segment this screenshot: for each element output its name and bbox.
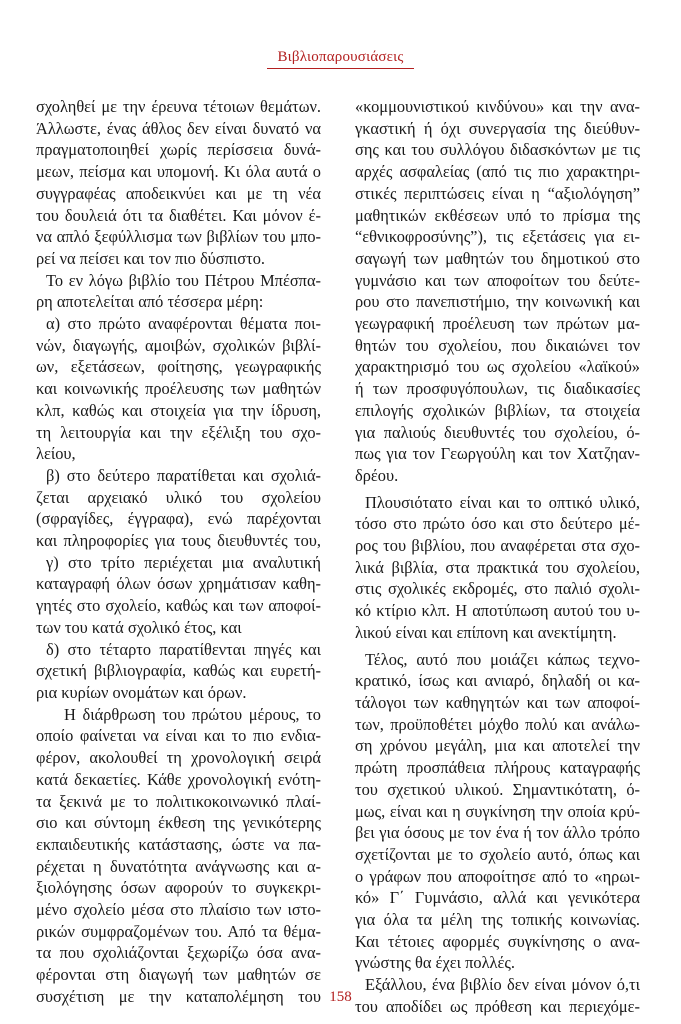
text-line: γητές στο σχολείο, καθώς και των αποφοί- <box>36 596 321 616</box>
text-line: κό» Γ΄ Γυμνάσιο, αλλά και γενικότερα <box>355 888 640 908</box>
text-line: Τέλος, αυτό που μοιάζει κάπως τεχνο- <box>365 649 640 669</box>
text-line: τάλογοι των καθηγητών και των αποφοί- <box>355 692 640 712</box>
text-line: μεων, πείσμα και υπομονή. Κι όλα αυτά ο <box>36 162 321 182</box>
page-number: 158 <box>329 989 352 1005</box>
text-line: βει για όσους με τον ένα ή τον άλλο τρόπο <box>355 823 640 843</box>
text-line: πραγματοποιηθεί χωρίς περίσσεια δυνά- <box>36 140 321 160</box>
text-line: γνώστης θα έχει πολλές. <box>355 953 515 973</box>
text-line: γυμνάσιο και των αποφοίτων του δεύτε- <box>355 270 640 290</box>
running-header <box>0 48 681 69</box>
text-line: σχοληθεί με την έρευνα τέτοιων θεμάτων. <box>36 97 321 116</box>
text-line: στικές περιπτώσεις είναι η “αξιολόγηση” <box>355 183 640 203</box>
text-line: γ) στο τρίτο περιέχεται μια αναλυτική <box>46 552 321 572</box>
text-line: λικά βιβλία, στα πρακτικά του σχολείου, <box>355 557 640 577</box>
text-line: φέρονται στη διαγωγή των μαθητών σε <box>36 965 321 985</box>
text-line: αρχές ασφαλείας (από τις πιο χαρακτηρι- <box>355 162 640 182</box>
text-line: ρος του βιβλίου, που αναφέρεται στα σχο- <box>355 536 640 556</box>
text-line: κλπ, καθώς και στοιχεία για την ίδρυση, <box>36 400 321 420</box>
text-line: του σχετικού υλικού. Σημαντικότατη, ό- <box>355 779 640 799</box>
text-line: νών, διαγωγής, αμοιβών, σχολικών βιβλί- <box>36 335 321 355</box>
text-line: φέρον, ακολουθεί τη χρονολογική σειρά <box>36 748 321 768</box>
left-column <box>36 96 321 1008</box>
text-line: ζεται αρχειακό υλικό του σχολείου <box>36 487 321 507</box>
text-line: χαρακτηρισμό του ως σχολείου «λαϊκού» <box>355 357 640 377</box>
text-line: θητών του σχολείου, που δικαιώνει τον <box>355 335 640 355</box>
text-line: συσχέτιση με την καταπολέμηση του <box>36 986 321 1006</box>
text-line: σχετίζονται με το σχολείο αυτό, όπως και <box>355 844 640 864</box>
text-line: συγγραφέας αποδεικνύει και με τη νέα <box>36 183 321 203</box>
right-column <box>355 96 640 1018</box>
text-line: λικού είναι και επίπονη και ανεκτίμητη. <box>355 622 617 642</box>
text-line: τα που σχολιάζονται ξεχωρίζω όσα ανα- <box>36 943 321 963</box>
text-line: ο γράφων που αποφοίτησε από το «ηρωι- <box>355 866 640 886</box>
text-line: στις σχολικές εκδρομές, στο παλιό σχολι- <box>355 579 640 599</box>
text-line: τα ξεκινά με το πολιτικοκοινωνικό πλαί- <box>36 791 321 811</box>
text-line: τόσο στο πρώτο όσο και στο δεύτερο μέ- <box>355 514 640 534</box>
text-line: κό κτίριο κλπ. Η αποτύπωση αυτού του υ- <box>355 601 640 621</box>
text-line: δ) στο τέταρτο παρατίθενται πηγές και <box>46 639 321 659</box>
text-line: γεωγραφική προέλευση των πρώτων μα- <box>355 314 640 334</box>
text-line: πως για τον Γεωργούλη και τον Χατζηαν- <box>355 444 640 464</box>
text-line: «κομμουνιστικού κινδύνου» και την ανα- <box>355 97 640 116</box>
text-line: ξιολόγησης όσων αφορούν το συγκεκρι- <box>36 878 321 898</box>
text-line: και πληροφορίες για τους διευθυντές του, <box>36 531 321 551</box>
section-title: Βιβλιοπαρουσιάσεις <box>267 49 413 69</box>
text-line: και κοινωνικής προέλευσης των μαθητών <box>36 379 321 399</box>
text-line: των, προϋποθέτει μόχθο πολύ και ανάλω- <box>355 714 640 734</box>
text-line: ρεί να πείσει και τον πιο δύσπιστο. <box>36 248 266 268</box>
text-line: ρου στο πανεπιστήμιο, την κοινωνική και <box>355 292 640 312</box>
text-line: μως, είναι και η συγκίνηση την οποία κρύ- <box>355 801 640 821</box>
text-line: μένο σχολείο μέσα στο πλαίσιο των ιστο- <box>36 900 321 920</box>
text-line: (σφραγίδες, έγγραφα), ενώ παρέχονται <box>36 509 321 529</box>
text-line: σιο και σύντομη έκθεση της γενικότερης <box>36 813 321 833</box>
text-line: Εξάλλου, ένα βιβλίο δεν είναι μόνον ό,τι <box>365 975 640 995</box>
text-line: γκαστική ή όχι συνεργασία της διεύθυν- <box>355 118 640 138</box>
text-line: ση χρόνου μεγάλη, μια και αποτελεί την <box>355 736 640 756</box>
text-line: Και τέτοιες αφορμές συγκίνησης ο ανα- <box>355 931 640 951</box>
text-line: ή των προσφυγόπουλων, τις διαδικασίες <box>355 379 640 399</box>
text-line: του αποδίδει ως πρόθεση και περιεχόμε- <box>355 996 640 1016</box>
text-line: α) στο πρώτο αναφέρονται θέματα ποι- <box>46 314 321 334</box>
text-line: λείου, <box>36 444 76 464</box>
text-line: του δουλειά ότι τα διαθέτει. Και μόνον έ- <box>36 205 321 225</box>
text-line: κρατικό, ίσως και ανιαρό, δηλαδή οι κα- <box>355 671 640 691</box>
text-line: ρέχεται η δυνατότητα ανάγνωσης και α- <box>36 856 321 876</box>
text-line: να απλό ξεφύλλισμα των βιβλίων του μπο- <box>36 227 321 247</box>
text-line: επιλογής σχολικών βιβλίων, τα στοιχεία <box>355 400 640 420</box>
text-line: “εθνικοφροσύνης”), τις εξετάσεις για ει- <box>355 227 640 247</box>
text-line: ρη αποτελείται από τέσσερα μέρη: <box>36 292 264 312</box>
text-line: σχετική βιβλιογραφία, καθώς και ευρετή- <box>36 661 321 681</box>
text-line: για όλα τα μέλη της τοπικής κοινωνίας. <box>355 910 640 930</box>
text-line: καταγραφή όλων όσων χρημάτισαν καθη- <box>36 574 321 594</box>
text-line: β) στο δεύτερο παρατίθεται και σχολιά- <box>46 465 321 485</box>
text-line: Πλουσιότατο είναι και το οπτικό υλικό, <box>365 492 640 512</box>
text-line: Η διάρθρωση του πρώτου μέρους, το <box>64 704 321 724</box>
text-line: εκπαιδευτικής κατάστασης, ώστε να πα- <box>36 834 321 854</box>
text-line: σαγωγή των μαθητών του δημοτικού στο <box>355 248 640 268</box>
text-line: για παλιούς διευθυντές του σχολείου, ό- <box>355 422 640 442</box>
text-line: μαθητικών εκθέσεων υπό το πρίσμα της <box>355 205 640 225</box>
text-line: ων, εξετάσεων, φοίτησης, γεωγραφικής <box>36 357 321 377</box>
text-line: ρικών συμφραζομένων του. Από τα θέμα- <box>36 921 321 941</box>
text-line: πρώτη προσπάθεια πλήρους καταγραφής <box>355 758 640 778</box>
text-line: σης και του συλλόγου διδασκόντων με τις <box>355 140 640 160</box>
text-line: Το εν λόγω βιβλίο του Πέτρου Μπέσπα- <box>46 270 321 290</box>
text-line: των του κατά σχολικό έτος, και <box>36 617 242 637</box>
text-line: Άλλωστε, ένας άθλος δεν είναι δυνατό να <box>36 118 321 138</box>
text-line: δρέου. <box>355 465 399 485</box>
text-line: τη λειτουργία και την εξέλιξη του σχο- <box>36 422 321 442</box>
text-line: κατά δεκαετίες. Κάθε χρονολογική ενότη- <box>36 769 321 789</box>
text-line: οποίο φαίνεται να είναι και το πιο ενδια- <box>36 726 321 746</box>
text-line: ρια κυρίων ονομάτων και όρων. <box>36 682 247 702</box>
